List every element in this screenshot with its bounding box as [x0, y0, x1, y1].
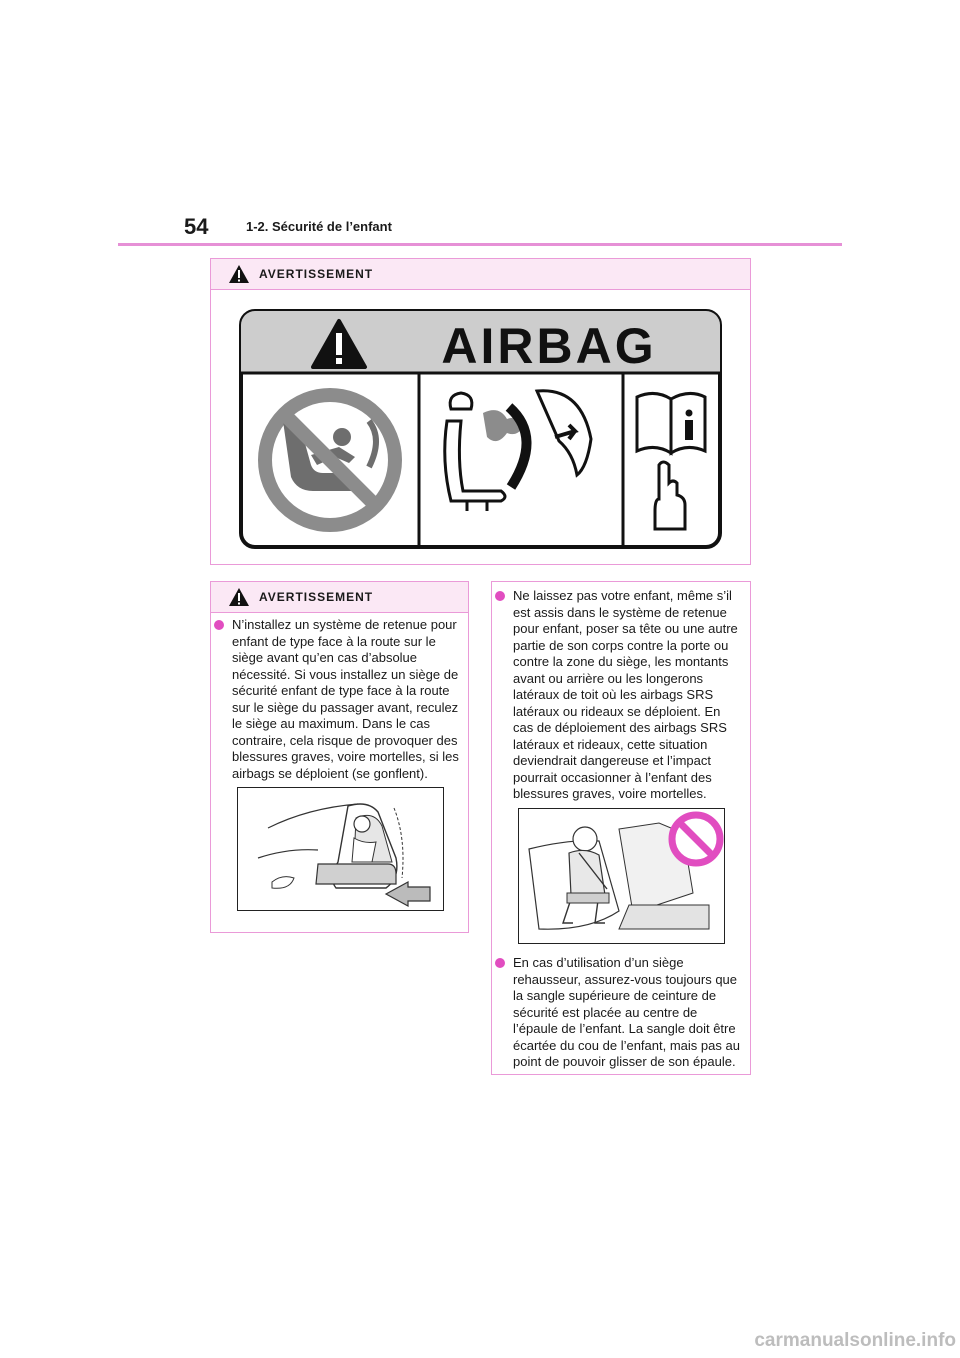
info-box-right [491, 581, 751, 1075]
list-item [495, 588, 743, 803]
warning-title: AVERTISSEMENT [259, 267, 374, 281]
header-rule [118, 243, 842, 246]
bullet-dot-icon [495, 958, 505, 968]
list-item [495, 955, 743, 1071]
section-title: 1-2. Sécurité de l’enfant [246, 219, 392, 234]
warning-triangle-icon [228, 587, 250, 607]
bullet-dot-icon [495, 591, 505, 601]
watermark: carmanualsonline.info [754, 1330, 956, 1351]
booster-seat-illustration [518, 808, 725, 944]
bullet-dot-icon [214, 620, 224, 630]
bullet-text: N’installez un système de retenue pour enfant de type face à la route sur le siège avant qu’en cas d’absolue nécessité. Si vous installez un siège de sécurité enfant de type face à la route sur le siège du passager avant, reculez le siège au maximum. Dans le cas contraire, cela risque de provoquer des blessures graves, voire mortelles, si les airbags se déploient (se gonflent). [232, 617, 459, 781]
bullet-text: Ne laissez pas votre enfant, même s’il est assis dans le système de retenue pour enfant, poser sa tête ou une autre partie de son corps contre la porte ou contre la zone du siège, les montants avant ou arrière ou les longerons latéraux de toit où les airbags SRS latéraux ou rideaux se déploient. En cas de déploiement des airbags SRS latéraux et rideaux, cette situation deviendrait dangereuse et l’impact pourrait occasionner à l’enfant des blessures graves, voire mortelles. [513, 588, 738, 801]
warning-triangle-icon [228, 264, 250, 284]
airbag-label-image [239, 309, 722, 549]
bullet-text: En cas d’utilisation d’un siège rehausseur, assurez-vous toujours que la sangle supérieure de ceinture de sécurité est placée au centre de l’épaule de l’enfant. La sangle doit être écartée du cou de l’enfant, mais pas au point de pouvoir glisser de son épaule. [513, 955, 740, 1069]
child-seat-illustration [237, 787, 444, 911]
warning-header [211, 582, 468, 613]
warning-box-airbag [210, 258, 751, 565]
warning-title: AVERTISSEMENT [259, 590, 374, 604]
warning-box-left [210, 581, 469, 933]
airbag-title: AIRBAG [441, 318, 657, 374]
page-number: 54 [184, 214, 209, 239]
list-item [214, 617, 462, 782]
warning-header [211, 259, 750, 290]
